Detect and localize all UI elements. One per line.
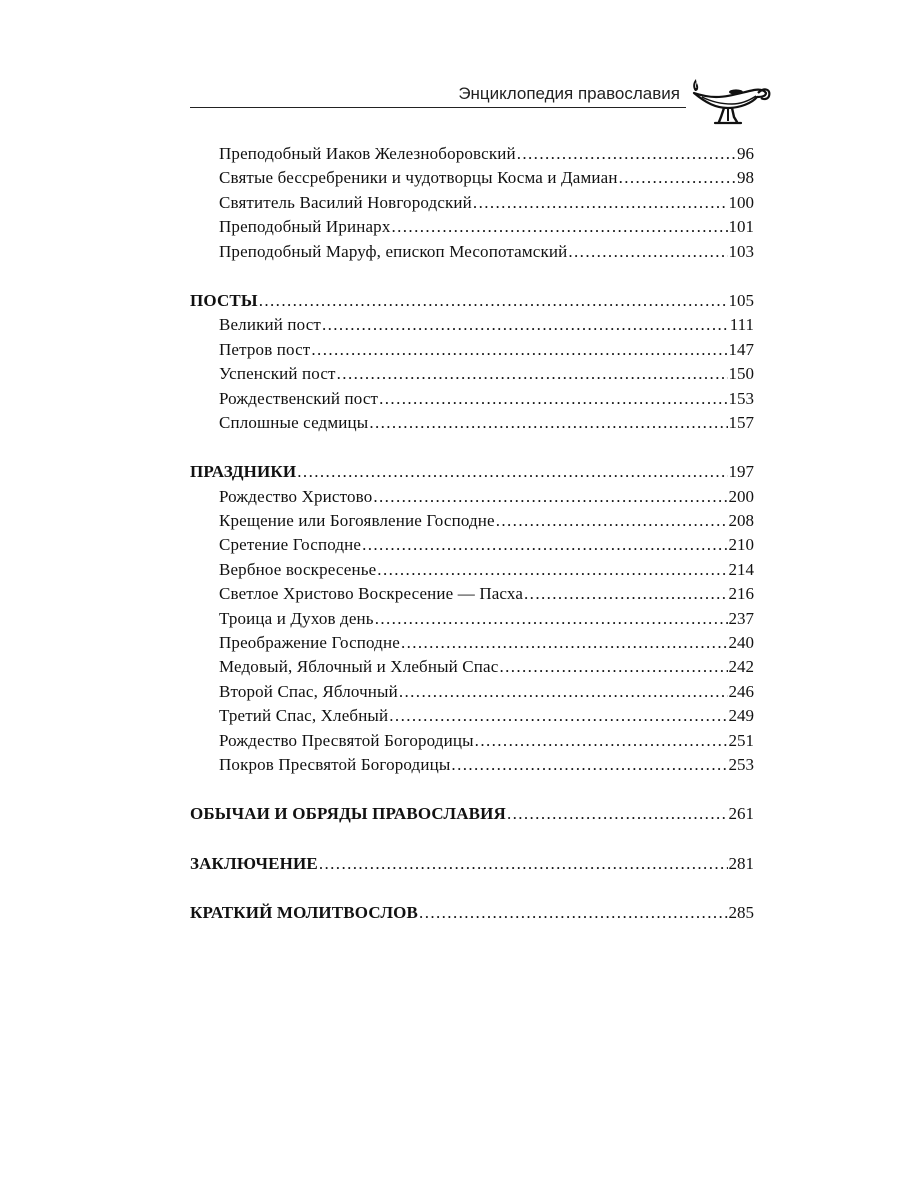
toc-entry-page: 249 [728,706,754,726]
toc-entry-page: 111 [729,315,754,335]
toc-entry [190,729,754,753]
toc-entry-page: 216 [728,584,754,604]
dot-leader [619,166,736,190]
toc-section-prayer-book [190,901,754,925]
toc-heading-prayer-book [190,901,754,925]
toc-entry-page: 98 [737,168,754,188]
dot-leader [419,901,727,925]
toc-entry-label: Святые бессребреники и чудотворцы Косма и Дамиан [219,168,618,188]
dot-leader [297,460,727,484]
table-of-contents [190,142,754,926]
dot-leader [401,631,728,655]
toc-entry-label: Рождество Пресвятой Богородицы [219,730,474,750]
toc-entry-label: Великий пост [219,315,321,335]
toc-entry-page: 214 [728,559,754,579]
dot-leader [517,142,736,166]
toc-entry-label: Преподобный Иринарх [219,217,391,237]
toc-entry-page: 242 [728,657,754,677]
toc-entry [190,166,754,190]
dot-leader [524,582,727,606]
toc-entry [190,631,754,655]
toc-entry-label: Крещение или Богоявление Господне [219,511,495,531]
toc-entry [190,411,754,435]
toc-heading-conclusion [190,852,754,876]
toc-heading-page: 197 [728,462,754,482]
dot-leader [311,338,727,362]
dot-leader [496,509,728,533]
running-title: Энциклопедия православия [458,84,680,103]
dot-leader [475,729,728,753]
toc-entry [190,142,754,166]
toc-entry [190,509,754,533]
toc-section-fasts [190,289,754,435]
dot-leader [389,704,727,728]
toc-entry [190,704,754,728]
toc-entry-label: Сретение Господне [219,535,362,555]
toc-entry-page: 150 [728,364,754,384]
toc-entry-label: Петров пост [219,339,311,359]
toc-heading-label: ПОСТЫ [190,290,258,310]
toc-section-customs [190,802,754,826]
toc-entry-label: Успенский пост [219,364,336,384]
toc-entry [190,582,754,606]
toc-section-conclusion [190,852,754,876]
toc-heading-page: 105 [728,290,754,310]
dot-leader [259,289,728,313]
toc-entry-label: Светлое Христово Воскресение — Пасха [219,584,524,604]
dot-leader [507,802,728,826]
toc-heading-page: 281 [728,853,754,873]
toc-entry-page: 153 [728,388,754,408]
toc-entry-page: 251 [728,730,754,750]
toc-heading-fasts [190,289,754,313]
toc-entry [190,607,754,631]
dot-leader [322,313,729,337]
toc-entry [190,362,754,386]
toc-entry-page: 200 [728,486,754,506]
toc-entry [190,313,754,337]
toc-entry [190,680,754,704]
toc-heading-label: ОБЫЧАИ И ОБРЯДЫ ПРАВОСЛАВИЯ [190,804,506,824]
running-header [190,80,690,110]
dot-leader [399,680,728,704]
dot-leader [499,655,727,679]
toc-entry [190,387,754,411]
toc-entry-label: Преображение Господне [219,633,400,653]
toc-heading-customs [190,802,754,826]
dot-leader [319,852,728,876]
toc-heading-label: ЗАКЛЮЧЕНИЕ [190,853,318,873]
dot-leader [362,533,727,557]
dot-leader [451,753,727,777]
toc-entry-label: Рождество Христово [219,486,373,506]
dot-leader [375,607,728,631]
toc-entry [190,485,754,509]
toc-entry-page: 253 [728,754,754,774]
toc-entry [190,191,754,215]
toc-entry-label: Сплошные седмицы [219,412,369,432]
dot-leader [369,411,727,435]
toc-entry-label: Святитель Василий Новгородский [219,192,472,212]
dot-leader [568,240,727,264]
toc-entry-page: 208 [728,511,754,531]
dot-leader [391,215,727,239]
toc-heading-feasts [190,460,754,484]
toc-entry-label: Второй Спас, Яблочный [219,681,398,701]
toc-entry-page: 147 [728,339,754,359]
toc-entry-page: 96 [737,144,754,163]
toc-entry-label: Вербное воскресенье [219,559,377,579]
dot-leader [337,362,728,386]
toc-entry-page: 246 [728,681,754,701]
toc-entry-label: Покров Пресвятой Богородицы [219,754,451,774]
toc-heading-label: КРАТКИЙ МОЛИТВОСЛОВ [190,903,419,923]
toc-entry [190,240,754,264]
toc-heading-page: 285 [728,903,754,923]
toc-entry-label: Троица и Духов день [219,608,374,628]
toc-entry-page: 240 [728,633,754,653]
toc-entry-label: Преподобный Иаков Железноборовский [219,144,516,163]
dot-leader [373,485,727,509]
toc-entry-page: 103 [728,241,754,261]
toc-entry [190,338,754,362]
toc-heading-label: ПРАЗДНИКИ [190,462,297,482]
toc-heading-page: 261 [728,804,754,824]
dot-leader [473,191,728,215]
header-rule [190,107,686,108]
toc-entry [190,533,754,557]
toc-entry-label: Преподобный Маруф, епископ Месопотамский [219,241,568,261]
toc-section-feasts [190,460,754,777]
oil-lamp-icon [688,73,772,125]
dot-leader [379,387,727,411]
toc-entry-page: 210 [728,535,754,555]
toc-entry-page: 237 [728,608,754,628]
toc-entry [190,655,754,679]
toc-entry-label: Медовый, Яблочный и Хлебный Спас [219,657,499,677]
toc-entry-page: 100 [728,192,754,212]
toc-entry-label: Рождественский пост [219,388,379,408]
toc-section-saints-continued [190,142,754,264]
toc-entry-label: Третий Спас, Хлебный [219,706,389,726]
toc-entry [190,215,754,239]
toc-entry-page: 157 [728,412,754,432]
toc-entry [190,753,754,777]
toc-entry [190,558,754,582]
dot-leader [377,558,727,582]
toc-entry-page: 101 [728,217,754,237]
